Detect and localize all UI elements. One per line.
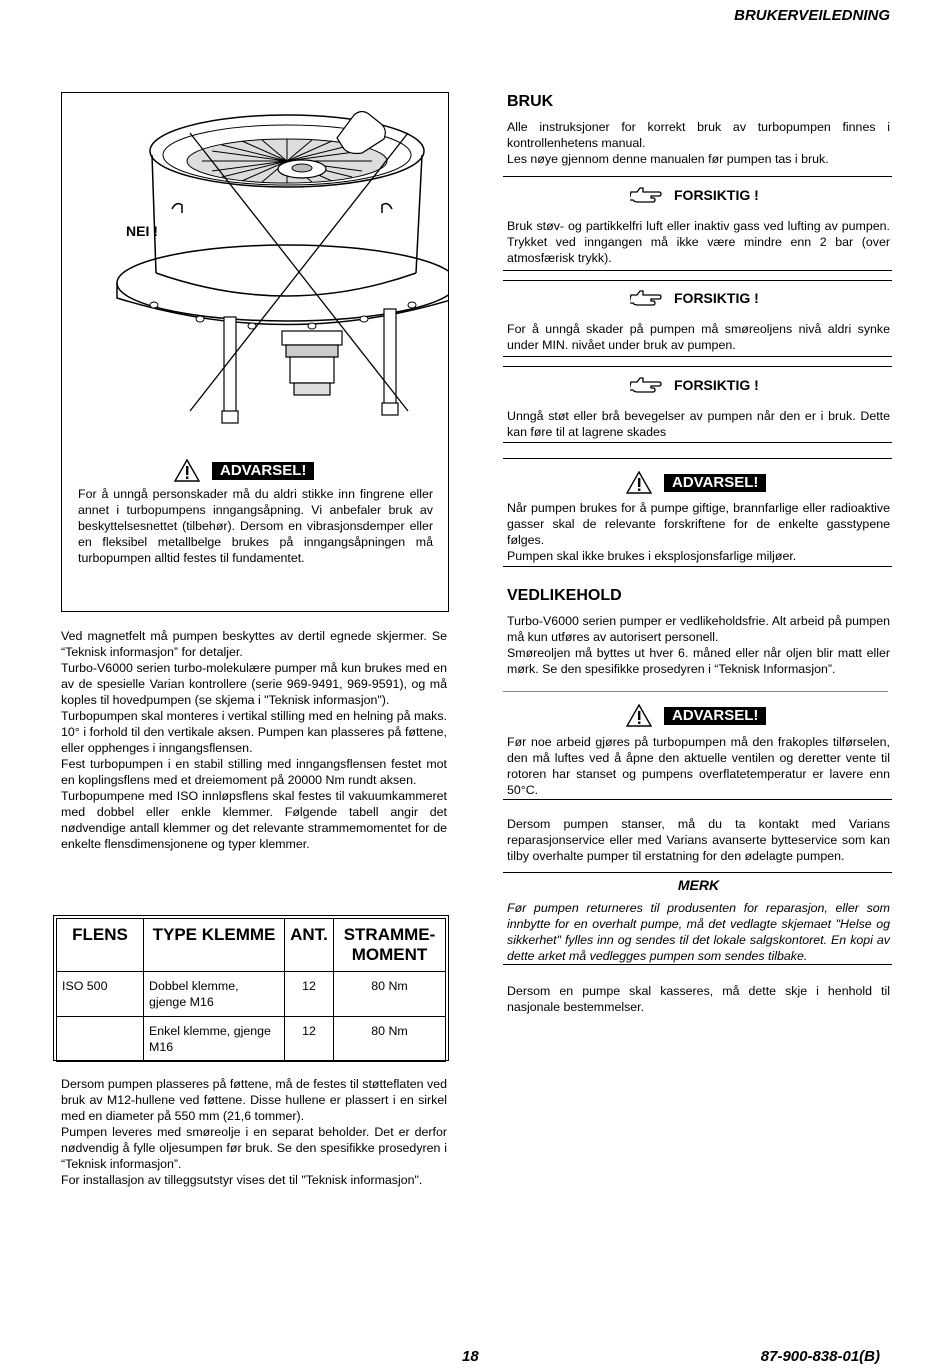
- paragraph: For installasjon av tilleggsutstyr vises det til "Teknisk informasjon".: [61, 1173, 423, 1187]
- divider: [503, 799, 892, 800]
- paragraph: Turbopumpene med ISO innløpsflens skal festes til vakuumkammeret med dobbel eller enkle klemmer. Følgende tabell angir det nødvendige antall klemmer og det relevante strammemomentet for de enkelte flensdimensjonene og typer klemmer.: [61, 789, 447, 851]
- right-warning-header: [626, 471, 766, 494]
- caution-label: FORSIKTIG !: [674, 377, 759, 393]
- table-cell: 80 Nm: [334, 972, 446, 1017]
- warning-triangle-icon: [626, 471, 652, 494]
- paragraph: Når pumpen brukes for å pumpe giftige, brannfarlige eller radioaktive gasser skal de relevante forskriftene for de enkelte gasstypene følges.: [507, 501, 890, 547]
- paragraph: Alle instruksjoner for korrekt bruk av turbopumpen finnes i kontrollenhetens manual.: [507, 120, 890, 150]
- page-number: 18: [462, 1348, 479, 1365]
- document-code: 87-900-838-01(B): [760, 1348, 880, 1365]
- left-warning-text: For å unngå personskader må du aldri stikke inn fingrene eller annet i turbopumpens inngangsåpning. Vi anbefaler bruk av beskyttelsesnettet (tilbehør). Dersom en vibrasjonsdemper eller en fleksibel metallbelge brukes på inngangsåpningen må turbopumpen alltid festes til fundamentet.: [78, 487, 433, 565]
- caution-label: FORSIKTIG !: [674, 187, 759, 203]
- paragraph: Dersom pumpen plasseres på føttene, må de festes til støtteflaten ved bruk av M12-hullene ved føttene. Disse hullene er plassert i en sirkel med en diameter på 550 mm (21,6 tommer).: [61, 1077, 447, 1123]
- figure-box: [61, 92, 449, 612]
- caution-text: Unngå støt eller brå bevegelser av pumpen når den er i bruk. Dette kan føre til at lagrene skades: [507, 409, 890, 439]
- caution-text: Bruk støv- og partikkelfri luft eller inaktiv gass ved lufting av pumpen. Trykket ved inngangen må ikke være mindre enn 2 bar (over atmosfærisk trykk).: [507, 219, 890, 265]
- document-header-title: BRUKERVEILEDNING: [734, 7, 890, 24]
- nei-label: NEI !: [126, 223, 158, 239]
- paragraph: Fest turbopumpen i en stabil stilling med inngangsflensen festet mot en koplingsflens med et dreiemoment på 20000 Nm rundt aksen.: [61, 757, 447, 787]
- left-body-text: [61, 628, 447, 852]
- right-warning-label: ADVARSEL!: [664, 474, 766, 492]
- bruk-heading: BRUK: [507, 93, 554, 110]
- table-cell: ISO 500: [57, 972, 144, 1017]
- left-warning-label: ADVARSEL!: [212, 462, 314, 480]
- table-row: [57, 972, 446, 1017]
- paragraph: Pumpen leveres med smøreolje i en separat beholder. Det er derfor nødvendig å fylle oljesumpen før bruk. Se den spesifikke prosedyren i “Teknisk informasjon”.: [61, 1125, 447, 1171]
- merk-text: Før pumpen returneres til produsenten for reparasjon, eller som innbytte for en overhalt pumpe, må det vedlagte skjemaet "Helse og sikkerhet" fylles inn og sendes til det lokale salgskontoret. En kopi av dette arket må vedlegges pumpen som sendes tilbake.: [507, 901, 890, 963]
- paragraph: Ved magnetfelt må pumpen beskyttes av dertil egnede skjermer. Se “Teknisk informasjon” for detaljer.: [61, 629, 447, 659]
- pointing-hand-icon: [630, 376, 662, 394]
- bruk-text: [507, 119, 890, 167]
- paragraph: Turbo-V6000 serien turbo-molekulære pumper må kun brukes med en av de spesielle Varian kontrollere (serie 969-9491, 969-9591), og må koples til hovedpumpen (se skjema i "Teknisk informasjon").: [61, 661, 447, 707]
- divider: [503, 566, 892, 567]
- paragraph: Turbopumpen skal monteres i vertikal stilling med en helning på maks. 10° i forhold til den vertikale aksen. Pumpen kan plasseres på føttene, eller opphenges i inngangsflensen.: [61, 709, 447, 755]
- disposal-text: Dersom en pumpe skal kasseres, må dette skje i henhold til nasjonale bestemmelser.: [507, 984, 890, 1014]
- divider: [503, 872, 892, 873]
- service-text: Dersom pumpen stanser, må du ta kontakt med Varians reparasjonservice eller med Varians avanserte bytteservice som kan tilby overhalte pumper til erstatning for den ødelagte pumpen.: [507, 817, 890, 863]
- flange-table-frame: [53, 915, 449, 1061]
- divider: [503, 356, 892, 357]
- left-bottom-text: [61, 1076, 447, 1188]
- divider: [503, 270, 892, 271]
- divider: [503, 964, 892, 965]
- divider: [503, 691, 888, 692]
- flange-table: [56, 918, 446, 1062]
- right-warning-label: ADVARSEL!: [664, 707, 766, 725]
- table-cell: Enkel klemme, gjenge M16: [144, 1017, 285, 1062]
- paragraph: Turbo-V6000 serien pumper er vedlikeholdsfrie. Alt arbeid på pumpen må kun utføres av autorisert personell.: [507, 614, 890, 644]
- table-header: TYPE KLEMME: [144, 919, 285, 972]
- vedlikehold-text: [507, 613, 890, 677]
- table-cell: [57, 1017, 144, 1062]
- warning-triangle-icon: [626, 704, 652, 727]
- table-header: FLENS: [57, 919, 144, 972]
- divider: [503, 458, 892, 459]
- divider: [503, 442, 892, 443]
- right-warning-text: Før noe arbeid gjøres på turbopumpen må den frakoples tilførselen, den må luftes ved å åpne den aktuelle ventilen og deretter vente til rotoren har stanset og pumpens overflatetemperatur er lavere enn 50°C.: [507, 735, 890, 797]
- left-warning-header: [174, 459, 314, 482]
- paragraph: Smøreoljen må byttes ut hver 6. måned eller når oljen blir matt eller mørk. Se den spesifikke prosedyren i “Teknisk Informasjon”.: [507, 646, 890, 676]
- table-cell: 12: [285, 1017, 334, 1062]
- table-header: STRAMME-MOMENT: [334, 919, 446, 972]
- table-cell: Dobbel klemme, gjenge M16: [144, 972, 285, 1017]
- caution-header: [630, 186, 759, 204]
- paragraph: Pumpen skal ikke brukes i eksplosjonsfarlige miljøer.: [507, 549, 797, 563]
- caution-text: For å unngå skader på pumpen må smøreoljens nivå aldri synke under MIN. nivået under bruk av pumpen.: [507, 322, 890, 352]
- warning-triangle-icon: [174, 459, 200, 482]
- caution-header: [630, 376, 759, 394]
- vedlikehold-heading: VEDLIKEHOLD: [507, 587, 622, 604]
- merk-heading: MERK: [677, 877, 720, 893]
- pointing-hand-icon: [630, 289, 662, 307]
- table-header: ANT.: [285, 919, 334, 972]
- right-warning-header: [626, 704, 766, 727]
- pointing-hand-icon: [630, 186, 662, 204]
- divider: [503, 366, 892, 367]
- right-warning-text: [507, 500, 890, 564]
- caution-header: [630, 289, 759, 307]
- divider: [503, 176, 892, 177]
- caution-label: FORSIKTIG !: [674, 290, 759, 306]
- table-cell: 80 Nm: [334, 1017, 446, 1062]
- divider: [503, 280, 892, 281]
- table-row: [57, 1017, 446, 1062]
- paragraph: Les nøye gjennom denne manualen før pumpen tas i bruk.: [507, 152, 829, 166]
- table-cell: 12: [285, 972, 334, 1017]
- turbopump-illustration: [62, 93, 448, 463]
